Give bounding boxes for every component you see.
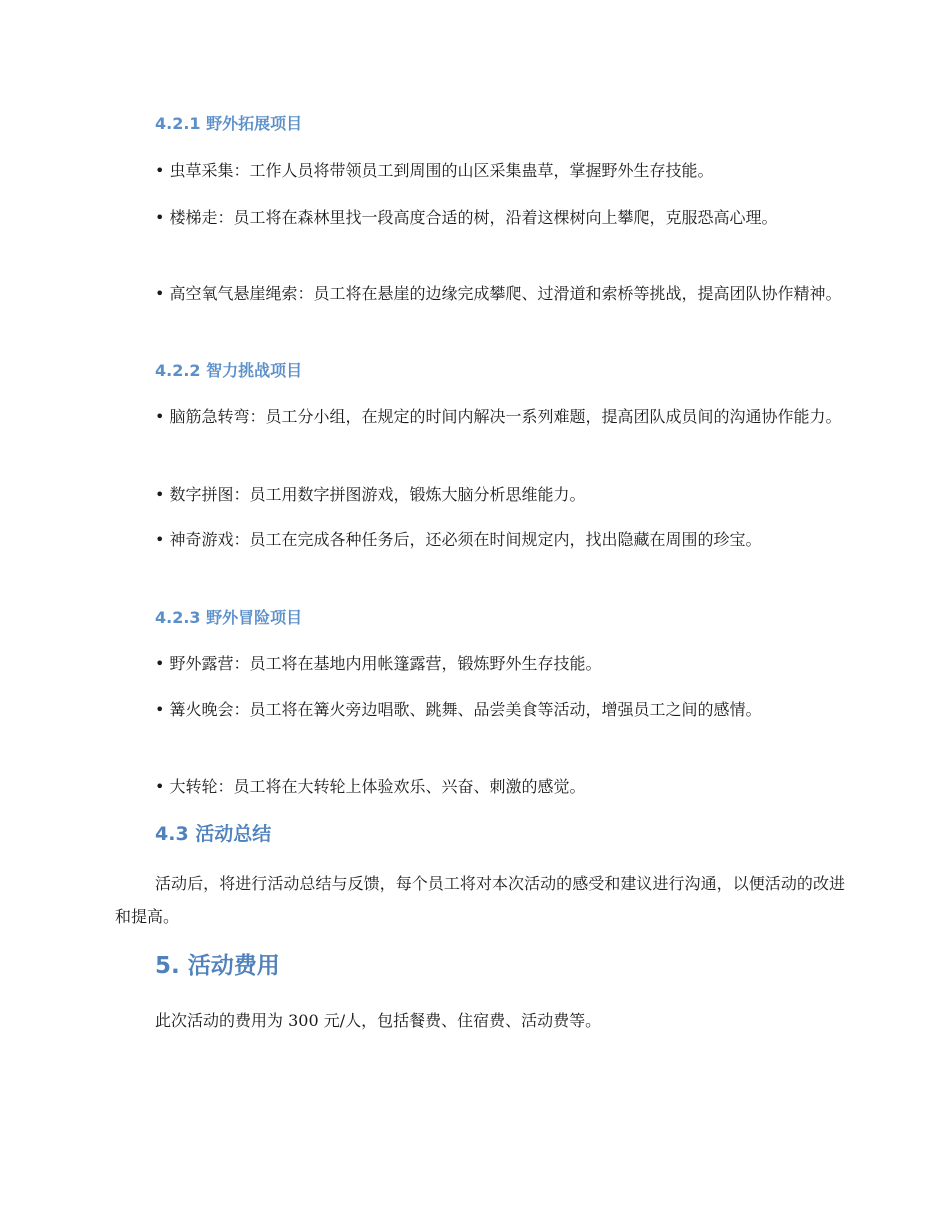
heading-4-3: 4.3 活动总结 [155, 823, 272, 845]
heading-4-2-1: 4.2.1 野外拓展项目 [155, 114, 303, 133]
list-item: • 楼梯走：员工将在森林里找一段高度合适的树，沿着这棵树向上攀爬，克服恐高心理。 [155, 208, 778, 227]
list-item: • 脑筋急转弯：员工分小组，在规定的时间内解决一系列难题，提高团队成员间的沟通协作能力。 [155, 407, 842, 426]
heading-5: 5. 活动费用 [155, 953, 280, 979]
list-item: • 数字拼图：员工用数字拼图游戏，锻炼大脑分析思维能力。 [155, 485, 586, 504]
heading-4-2-3: 4.2.3 野外冒险项目 [155, 608, 303, 627]
list-item: • 神奇游戏：员工在完成各种任务后，还必须在时间规定内，找出隐藏在周围的珍宝。 [155, 530, 762, 549]
list-item: • 虫草采集：工作人员将带领员工到周围的山区采集蛊草，掌握野外生存技能。 [155, 161, 714, 180]
list-item: • 高空氧气悬崖绳索：员工将在悬崖的边缘完成攀爬、过滑道和索桥等挑战，提高团队协作精神。 [155, 284, 842, 303]
summary-paragraph: 活动后，将进行活动总结与反馈，每个员工将对本次活动的感受和建议进行沟通，以便活动的改进和提高。 [115, 874, 845, 926]
list-item: • 篝火晚会：员工将在篝火旁边唱歌、跳舞、品尝美食等活动，增强员工之间的感情。 [155, 700, 762, 719]
list-item: • 大转轮：员工将在大转轮上体验欢乐、兴奋、刺激的感觉。 [155, 777, 586, 796]
cost-paragraph: 此次活动的费用为 300 元/人，包括餐费、住宿费、活动费等。 [155, 1011, 602, 1030]
heading-4-2-2: 4.2.2 智力挑战项目 [155, 361, 303, 380]
list-item: • 野外露营：员工将在基地内用帐篷露营，锻炼野外生存技能。 [155, 654, 602, 673]
